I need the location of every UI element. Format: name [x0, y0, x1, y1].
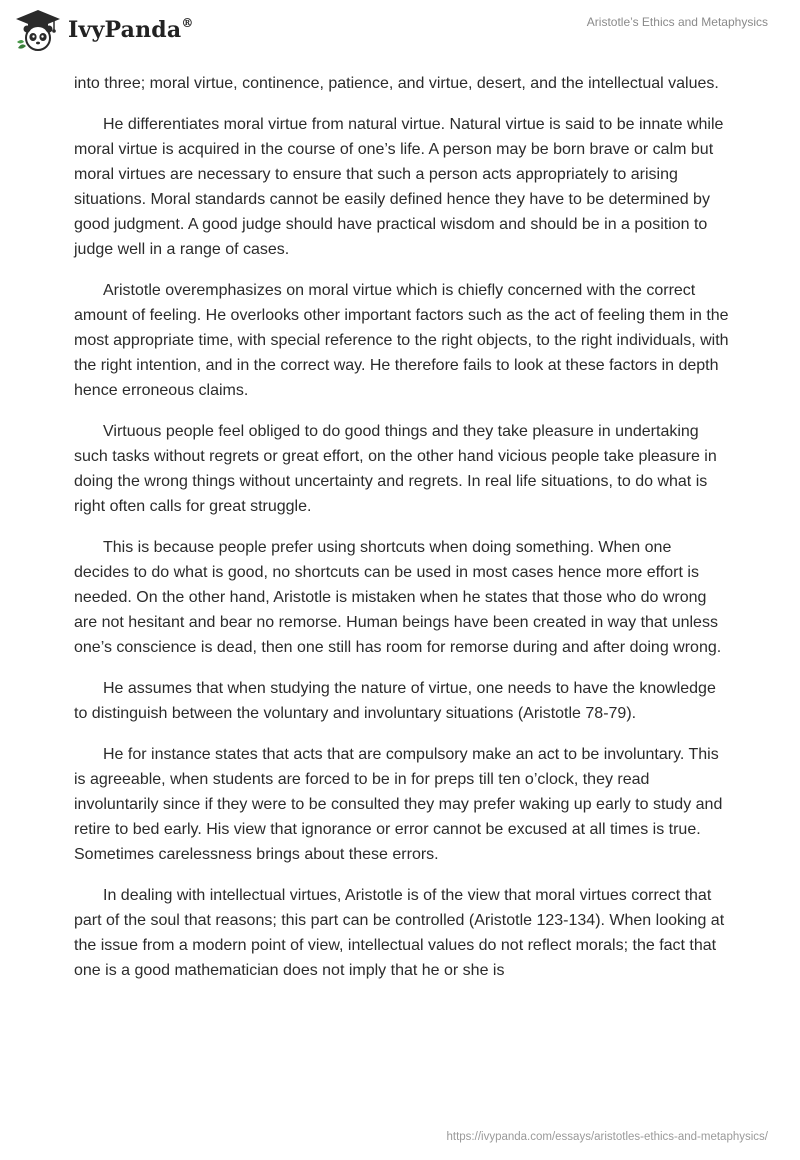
ivypanda-logo[interactable] — [14, 8, 194, 52]
document-title: Aristotle’s Ethics and Metaphysics — [586, 15, 768, 29]
brand-name: IvyPanda® — [68, 15, 194, 43]
registered-mark: ® — [181, 15, 194, 30]
paragraph: He differentiates moral virtue from natural virtue. Natural virtue is said to be innate while moral virtue is acquired in the course of one’s life. A person may be born brave or calm but moral virtues are necessary to ensure that such a person acts appropriately to arising situations. Moral standards cannot be easily defined hence they have to be determined by good judgment. A good judge should have practical wisdom and should be in a position to judge well in a range of cases. — [74, 116, 724, 258]
paragraph: He assumes that when studying the nature of virtue, one needs to have the knowledge to distinguish between the voluntary and involuntary situations (Aristotle 78-79). — [74, 680, 716, 722]
paragraph: This is because people prefer using shortcuts when doing something. When one decides to do what is good, no shortcuts can be used in most cases hence more effort is needed. On the other hand, Aristotle is mistaken when he states that those who do wrong are not hesitant and bear no remorse. Human beings have been created in way that unless one’s conscience is dead, then one still has room for remorse during and after doing wrong. — [74, 539, 722, 656]
paragraph: He for instance states that acts that are compulsory make an act to be involuntary. This is agreeable, when students are forced to be in for preps till ten o’clock, they read involuntarily since if they were to be consulted they may prefer waking up early to study and retire to bed early. His view that ignorance or error cannot be excused at all times is true. Sometimes carelessness brings about these errors. — [74, 746, 723, 863]
paragraph: Aristotle overemphasizes on moral virtue which is chiefly concerned with the correct amount of feeling. He overlooks other important factors such as the act of feeling them in the most appropriate time, with special reference to the right objects, to the right individuals, with the right intention, and in the correct way. He therefore fails to look at these factors in depth hence erroneous claims. — [74, 282, 729, 399]
paragraph: Virtuous people feel obliged to do good things and they take pleasure in undertaking such tasks without regrets or great effort, on the other hand vicious people take pleasure in doing the wrong things without uncertainty and regrets. In real life situations, to do what is right often calls for great struggle. — [74, 423, 717, 515]
source-url[interactable]: https://ivypanda.com/essays/aristotles-ethics-and-metaphysics/ — [446, 1131, 768, 1143]
panda-graduate-icon — [14, 8, 62, 52]
paragraph: into three; moral virtue, continence, patience, and virtue, desert, and the intellectual values. — [74, 75, 719, 92]
essay-body — [74, 71, 730, 999]
page-header — [0, 0, 800, 70]
paragraph: In dealing with intellectual virtues, Aristotle is of the view that moral virtues correct that part of the soul that reasons; this part can be controlled (Aristotle 123-134). When looking at the issue from a modern point of view, intellectual values do not reflect morals; the fact that one is a good mathematician does not imply that he or she is — [74, 887, 725, 979]
